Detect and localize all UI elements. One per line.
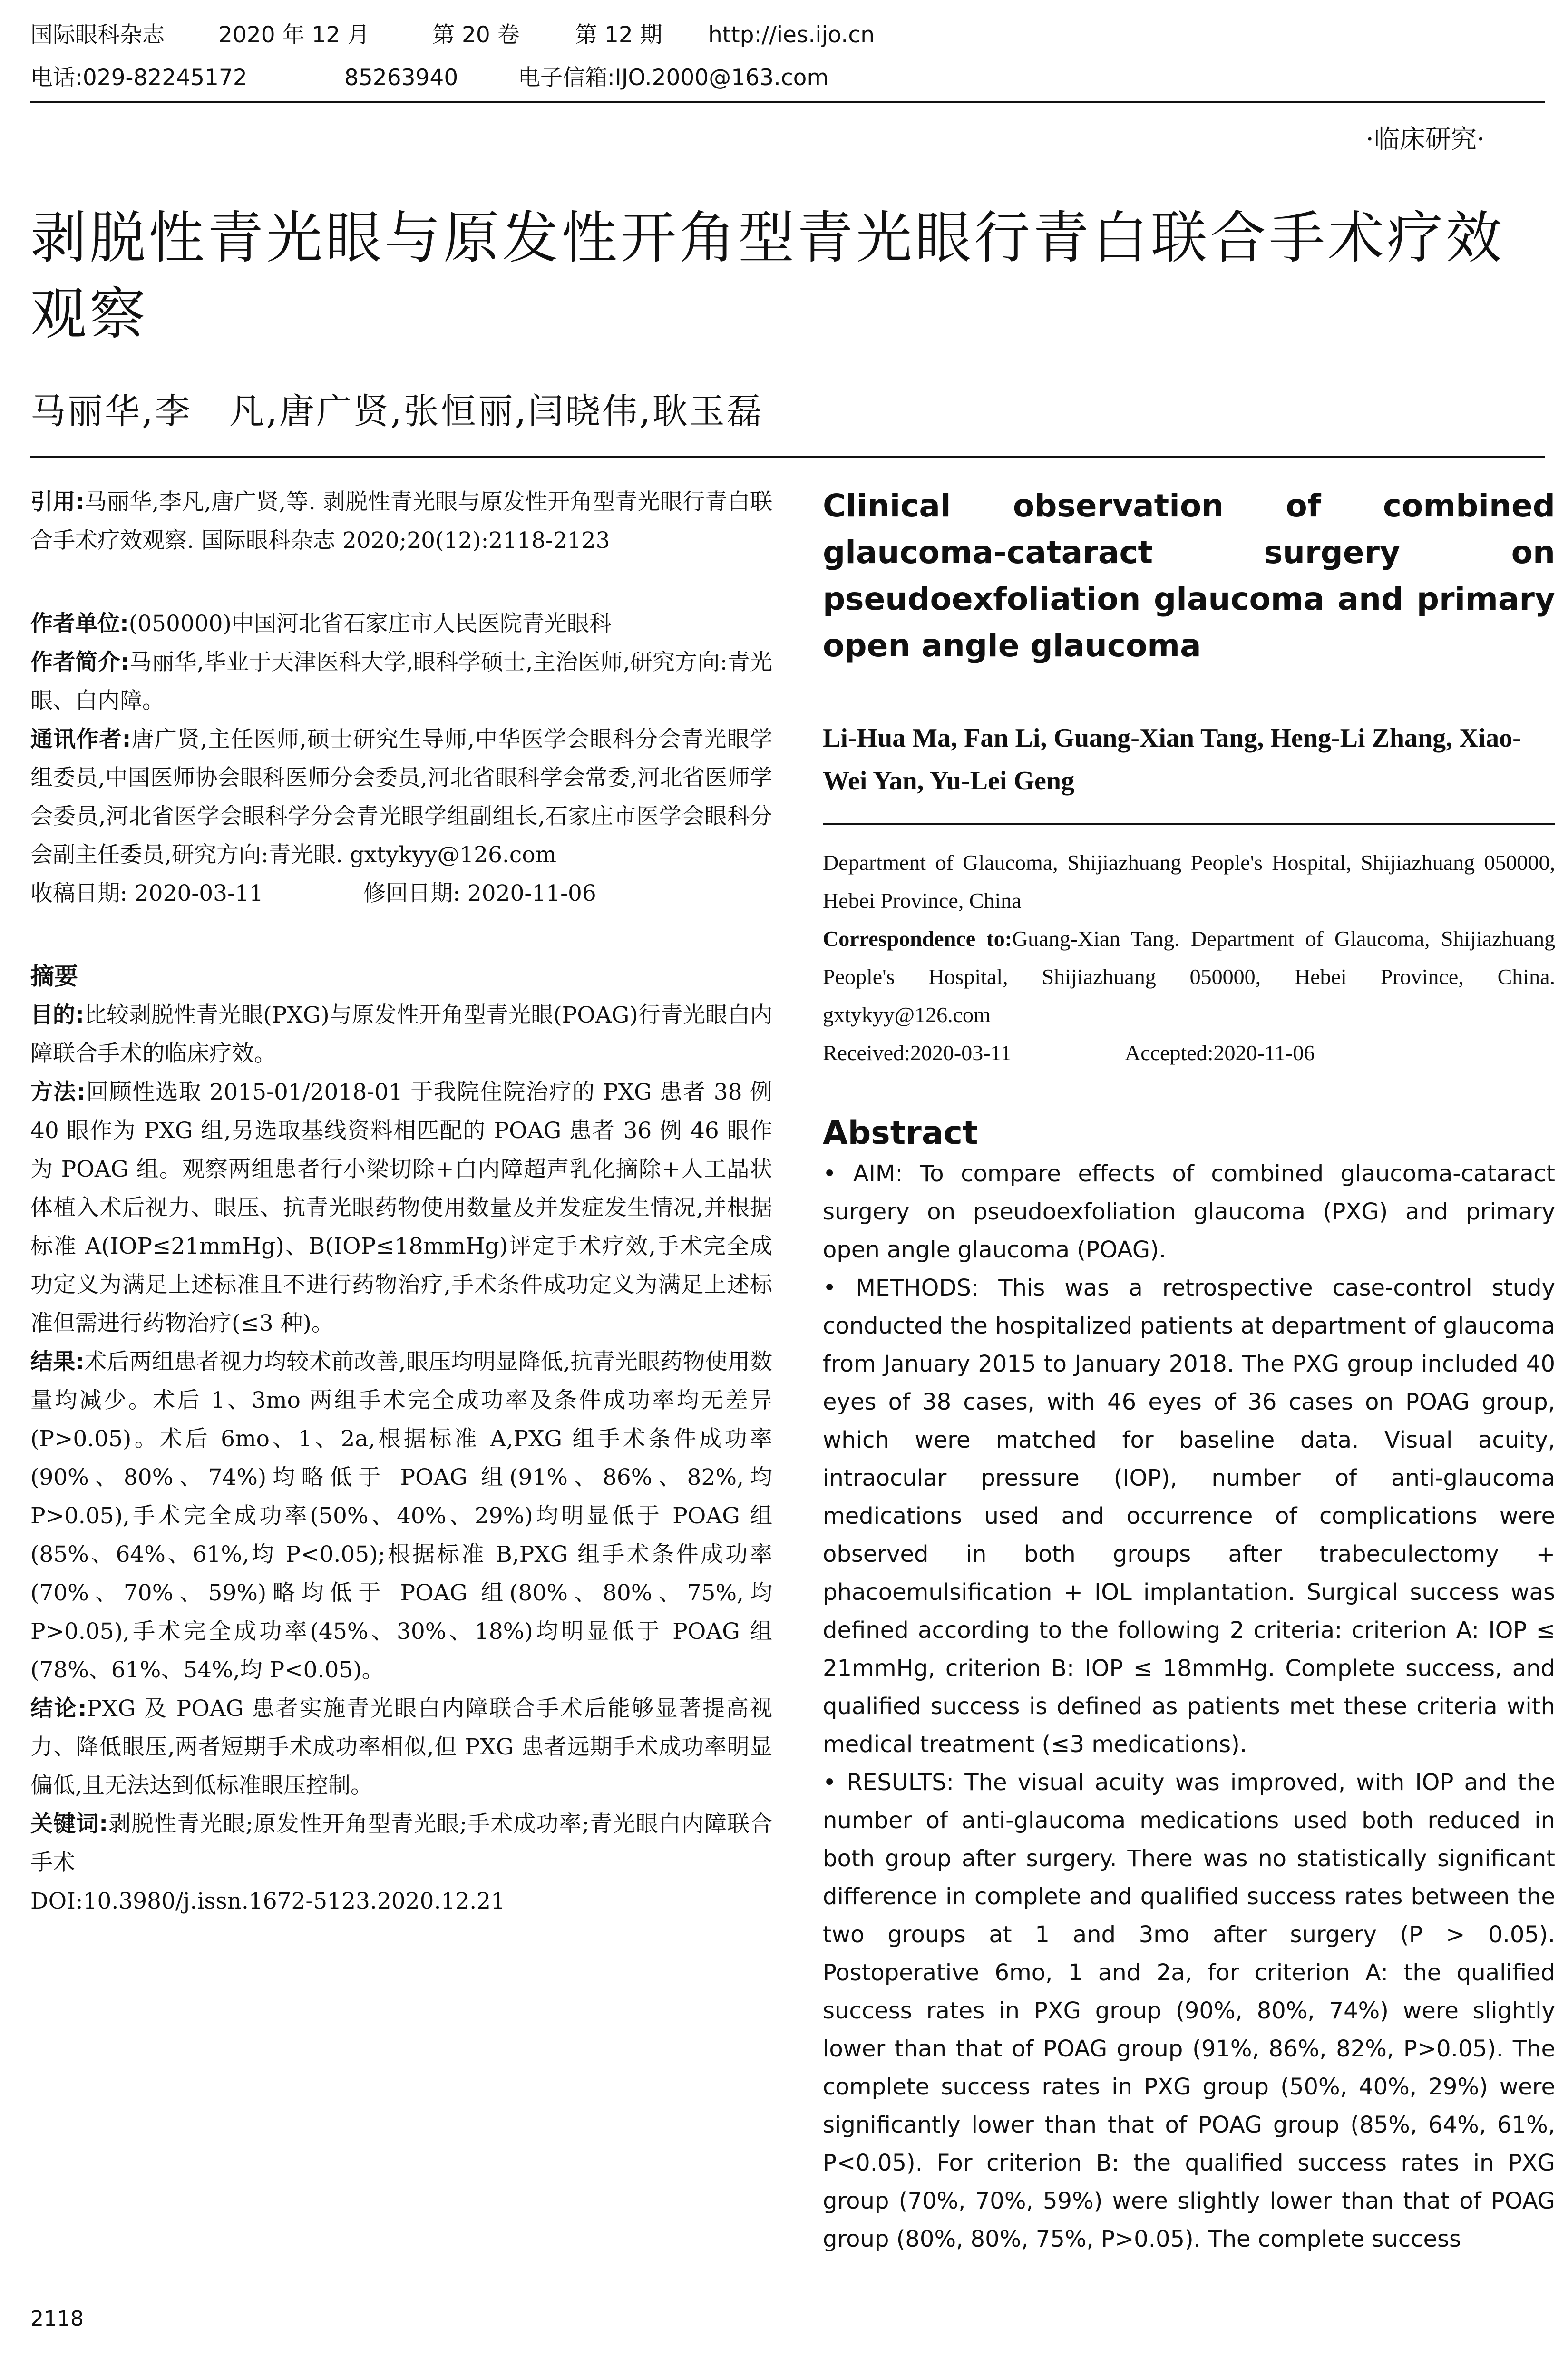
correspondence-text-en: Guang-Xian Tang. Department of Glaucoma, Shijiazhuang People's Hospital, Shijiazhuang 050000, Hebei Province, China. gxtykyy@126.com <box>823 926 1556 1027</box>
journal-header-line1 <box>30 21 875 49</box>
author-unit-text: (050000)中国河北省石家庄市人民医院青光眼科 <box>128 611 612 637</box>
author-unit <box>30 604 772 643</box>
abstract-en <box>823 1155 1555 2258</box>
author-intro-label: 作者简介: <box>30 649 129 675</box>
en-authors-rule <box>823 823 1555 825</box>
keywords-label: 关键词: <box>30 1811 108 1837</box>
issue-date: 2020 年 12 月 <box>218 22 370 48</box>
corresponding-author <box>30 720 772 874</box>
author-intro-text: 马丽华,毕业于天津医科大学,眼科学硕士,主治医师,研究方向:青光眼、白内障。 <box>30 649 773 714</box>
volume: 第 20 卷 <box>432 22 520 48</box>
received-date: 收稿日期: 2020-03-11 <box>30 880 263 906</box>
conclusion-label: 结论: <box>30 1695 87 1722</box>
abstract-heading-en: Abstract <box>823 1114 978 1152</box>
dates-en <box>823 1034 1555 1072</box>
results-text: 术后两组患者视力均较术前改善,眼压均明显降低,抗青光眼药物使用数量均减少。术后 1、3mo 两组手术完全成功率及条件成功率均无差异(P>0.05)。术后 6mo、1、2a,根据标准 A,PXG 组手术条件成功率(90%、80%、74%)均略低于 POAG 组(91%、86%、82%,均 P>0.05),手术完全成功率(50%、40%、29%)均明显低于 POAG 组(85%、64%、61%,均 P<0.05);根据标准 B,PXG 组手术条件成功率(70%、70%、59%)略均低于 POAG 组(80%、80%、75%,均 P>0.05),手术完全成功率(45%、30%、18%)均明显低于 POAG 组(78%、61%、54%,均 P<0.05)。 <box>30 1349 772 1683</box>
journal-header-line2 <box>30 64 828 92</box>
corresponding-text: 唐广贤,主任医师,硕士研究生导师,中华医学会眼科分会青光眼学组委员,中国医师协会眼科医师分会委员,河北省眼科学会常委,河北省医师学会委员,河北省医学会眼科学分会青光眼学组副组长,石家庄市医学会眼科分会副主任委员,研究方向:青光眼. gxtykyy@126.com <box>30 726 772 868</box>
methods-text: 回顾性选取 2015-01/2018-01 于我院住院治疗的 PXG 患者 38 例 40 眼作为 PXG 组,另选取基线资料相匹配的 POAG 患者 36 例 46 眼作为 POAG 组。观察两组患者行小梁切除+白内障超声乳化摘除+人工晶状体植入术后视力、眼压、抗青光眼药物使用数量及并发症发生情况,并根据标准 A(IOP≤21mmHg)、B(IOP≤18mmHg)评定手术疗效,手术完全成功定义为满足上述标准且不进行药物治疗,手术条件成功定义为满足上述标准但需进行药物治疗(≤3 种)。 <box>30 1079 772 1336</box>
correspondence-en <box>823 920 1555 1034</box>
corresponding-label: 通讯作者: <box>30 726 131 752</box>
abstract-aim <box>30 996 772 1073</box>
revised-date: 修回日期: 2020-11-06 <box>363 880 596 906</box>
dates <box>30 874 772 913</box>
conclusion-text: PXG 及 POAG 患者实施青光眼白内障联合手术后能够显著提高视力、降低眼压,两者短期手术成功率相似,但 PXG 患者远期手术成功率明显偏低,且无法达到低标准眼压控制。 <box>30 1695 773 1799</box>
left-column <box>30 483 772 1920</box>
methods-label: 方法: <box>30 1079 86 1105</box>
department-en: Department of Glaucoma, Shijiazhuang People's Hospital, Shijiazhuang 050000, Hebei Province, China <box>823 850 1555 913</box>
aim-text: 比较剥脱性青光眼(PXG)与原发性开角型青光眼(POAG)行青光眼白内障联合手术的临床疗效。 <box>30 1002 773 1067</box>
abstract-results <box>30 1343 772 1689</box>
results-en: • RESULTS: The visual acuity was improved, with IOP and the number of anti-glaucoma medications used both reduced in both group after surgery. There was no statistically significant difference in complete and qualified success rates between the two groups at 1 and 3mo after surgery (P > 0.05). Postoperative 6mo, 1 and 2a, for criterion A: the qualified success rates in PXG group (90%, 80%, 74%) were slightly lower than that of POAG group (91%, 86%, 82%, P>0.05). The complete success rates in PXG group (50%, 40%, 29%) were significantly lower than that of POAG group (85%, 64%, 61%, P<0.05). For criterion B: the qualified success rates in PXG group (70%, 70%, 59%) were slightly lower than that of POAG group (80%, 80%, 75%, P>0.05). The complete success <box>823 1769 1555 2252</box>
citation <box>30 483 772 560</box>
title-en: Clinical observation of combined glaucoma-cataract surgery on pseudoexfoliation glaucoma and primary open angle glaucoma <box>823 487 1555 664</box>
page-number: 2118 <box>30 2307 84 2331</box>
phone-2: 85263940 <box>344 65 458 91</box>
doi: DOI:10.3980/j.issn.1672-5123.2020.12.21 <box>30 1888 505 1914</box>
affiliation-en <box>823 844 1555 1072</box>
aim-en: • AIM: To compare effects of combined glaucoma-cataract surgery on pseudoexfoliation glaucoma (PXG) and primary open angle glaucoma (POAG). <box>823 1160 1555 1263</box>
section-tag: ·临床研究· <box>1365 124 1485 154</box>
page-title: 剥脱性青光眼与原发性开角型青光眼行青白联合手术疗效观察 <box>30 205 1505 347</box>
abstract-heading-zh: 摘要 <box>30 963 78 990</box>
abstract-methods <box>30 1073 772 1343</box>
results-label: 结果: <box>30 1349 85 1375</box>
title-rule <box>30 456 1545 458</box>
journal-url: http://ies.ijo.cn <box>708 22 875 48</box>
issue: 第 12 期 <box>575 22 662 48</box>
keywords-text: 剥脱性青光眼;原发性开角型青光眼;手术成功率;青光眼白内障联合手术 <box>30 1811 773 1876</box>
methods-en: • METHODS: This was a retrospective case-control study conducted the hospitalized patients at department of glaucoma from January 2015 to January 2018. The PXG group included 40 eyes of 38 cases, with 46 eyes of 36 cases on POAG group, which were matched for baseline data. Visual acuity, intraocular pressure (IOP), number of anti-glaucoma medications used and occurrence of complications were observed in both groups after trabeculectomy + phacoemulsification + IOL implantation. Surgical success was defined according to the following 2 criteria: criterion A: IOP ≤ 21mmHg, criterion B: IOP ≤ 18mmHg. Complete success, and qualified success is defined as patients met these criteria with medical treatment (≤3 medications). <box>823 1275 1555 1758</box>
accepted-en: Accepted:2020-11-06 <box>1125 1041 1315 1065</box>
authors-zh: 马丽华,李 凡,唐广贤,张恒丽,闫晓伟,耿玉磊 <box>30 391 764 432</box>
aim-label: 目的: <box>30 1002 84 1028</box>
citation-text: 马丽华,李凡,唐广贤,等. 剥脱性青光眼与原发性开角型青光眼行青白联合手术疗效观察. 国际眼科杂志 2020;20(12):2118-2123 <box>30 489 772 554</box>
right-column <box>823 483 1555 2258</box>
email: 电子信箱:IJO.2000@163.com <box>518 65 829 91</box>
authors-en: Li-Hua Ma, Fan Li, Guang-Xian Tang, Heng-Li Zhang, Xiao-Wei Yan, Yu-Lei Geng <box>823 723 1521 796</box>
journal-name: 国际眼科杂志 <box>30 22 165 48</box>
keywords <box>30 1805 772 1882</box>
abstract-conclusion <box>30 1689 772 1805</box>
header-rule <box>30 101 1545 103</box>
author-unit-label: 作者单位: <box>30 611 129 637</box>
author-intro <box>30 643 772 720</box>
citation-label: 引用: <box>30 489 85 515</box>
received-en: Received:2020-03-11 <box>823 1041 1012 1065</box>
phone: 电话:029-82245172 <box>30 65 247 91</box>
correspondence-label-en: Correspondence to: <box>823 926 1013 951</box>
